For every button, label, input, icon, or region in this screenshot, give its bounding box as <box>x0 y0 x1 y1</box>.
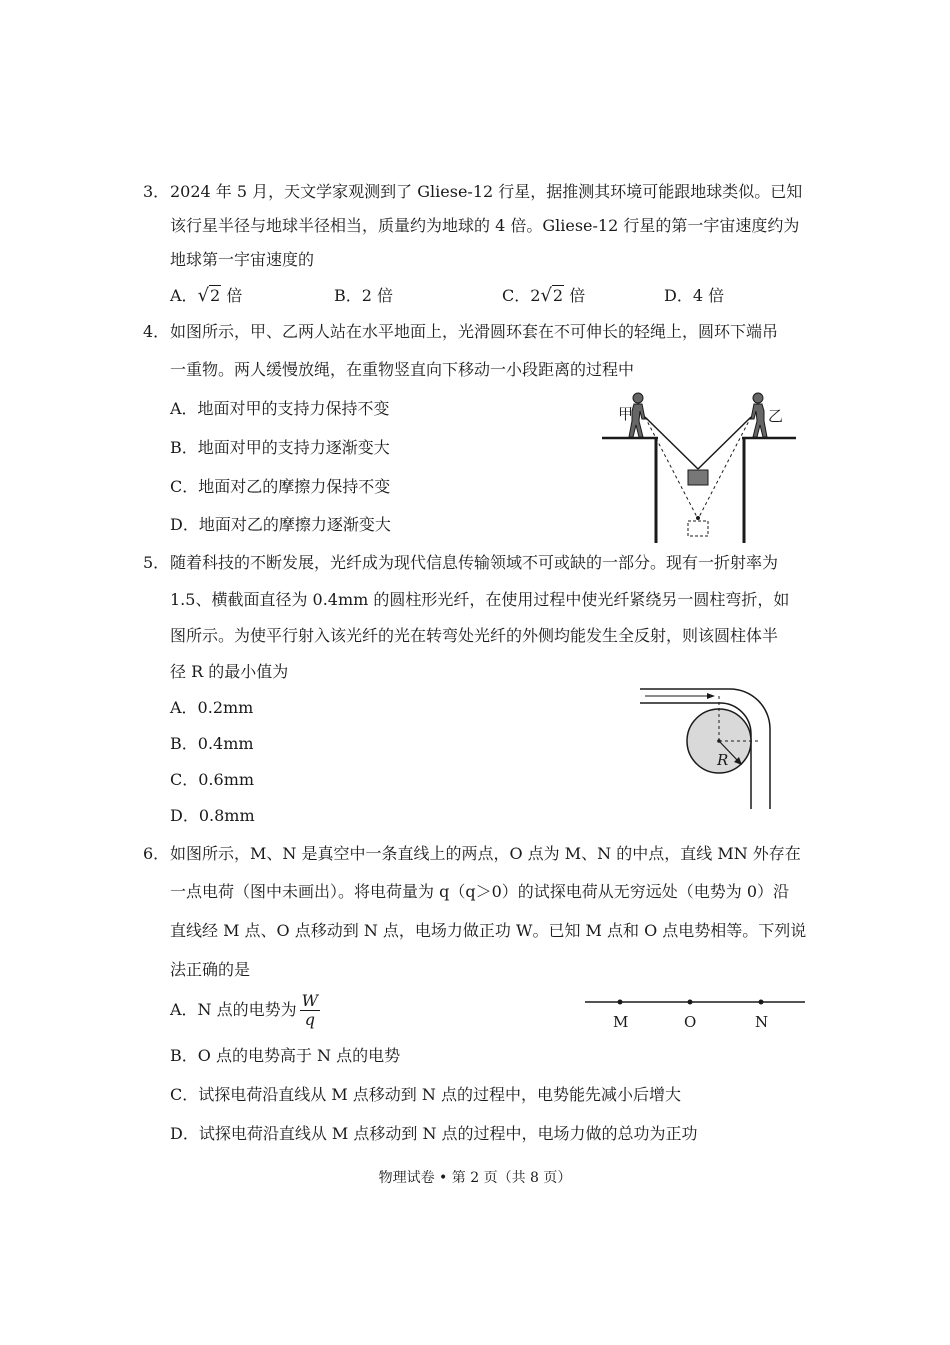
q3-option-c: C．2√2 倍 <box>502 285 586 306</box>
q5-stem-line2: 1.5、横截面直径为 0.4mm 的圆柱形光纤，在使用过程中使光纤紧绕另一圆柱弯折，如 <box>170 590 790 609</box>
q4-option-c: C．地面对乙的摩擦力保持不变 <box>170 477 391 496</box>
q5-figure <box>635 685 785 815</box>
q6-option-b: B．O 点的电势高于 N 点的电势 <box>170 1046 401 1065</box>
q3-stem-line3: 地球第一宇宙速度的 <box>170 250 315 269</box>
q4-number: 4． <box>143 322 170 341</box>
q5-option-c: C．0.6mm <box>170 770 255 789</box>
q5-number: 5． <box>143 553 170 572</box>
label-o: O <box>684 1013 697 1031</box>
weight-block <box>688 470 708 485</box>
q3-option-d: D．4 倍 <box>664 286 725 305</box>
q3-option-a: A．√2 倍 <box>170 285 243 306</box>
label-R: R <box>717 751 729 769</box>
q4-option-b: B．地面对甲的支持力逐渐变大 <box>170 438 390 457</box>
q6-stem-line1: 如图所示，M、N 是真空中一条直线上的两点，O 点为 M、N 的中点，直线 MN 外存在 <box>170 844 801 863</box>
fraction-w-over-q: $\frac{W}{q}$ <box>301 991 319 1029</box>
q5-option-a: A．0.2mm <box>170 698 254 717</box>
q6-option-d: D．试探电荷沿直线从 M 点移动到 N 点的过程中，电场力做的总功为正功 <box>170 1124 698 1143</box>
q5-option-b: B．0.4mm <box>170 734 254 753</box>
q3-stem-line2: 该行星半径与地球半径相当，质量约为地球的 4 倍。Gliese-12 行星的第一宇宙速度约为 <box>170 216 800 235</box>
q4-stem-line1: 如图所示，甲、乙两人站在水平地面上，光滑圆环套在不可伸长的轻绳上，圆环下端吊 <box>170 322 779 341</box>
q6-figure <box>585 994 807 1014</box>
q3-number: 3． <box>143 182 170 201</box>
cylinder-center <box>717 739 721 743</box>
q6-number: 6． <box>143 844 170 863</box>
weight-block-dashed <box>688 521 708 536</box>
q5-option-d: D．0.8mm <box>170 806 255 825</box>
q5-stem-line4: 径 R 的最小值为 <box>170 662 289 681</box>
label-m: M <box>613 1013 629 1031</box>
q6-stem-line4: 法正确的是 <box>170 960 251 979</box>
label-yi: 乙 <box>768 407 784 425</box>
q4-stem-line2: 一重物。两人缓慢放绳，在重物竖直向下移动一小段距离的过程中 <box>170 360 635 379</box>
q4-option-d: D．地面对乙的摩擦力逐渐变大 <box>170 515 391 534</box>
point-o <box>688 1000 693 1005</box>
rope-left <box>645 417 698 469</box>
q3-stem-line1: 2024 年 5 月，天文学家观测到了 Gliese-12 行星，据推测其环境可能跟地球类似。已知 <box>170 182 803 201</box>
ring-lower <box>696 516 700 520</box>
rope-left-dashed <box>645 417 698 519</box>
q6-option-a: A．N 点的电势为 $\frac{W}{q}$ <box>170 991 319 1029</box>
page-footer: 物理试卷 • 第 2 页（共 8 页） <box>378 1170 572 1186</box>
sqrt-symbol: √2 <box>540 285 564 306</box>
sqrt-symbol: √2 <box>197 285 221 306</box>
q6-option-c: C．试探电荷沿直线从 M 点移动到 N 点的过程中，电势能先减小后增大 <box>170 1085 681 1104</box>
label-jia: 甲 <box>618 405 634 423</box>
q4-option-a: A．地面对甲的支持力保持不变 <box>170 399 390 418</box>
label-n: N <box>755 1013 769 1031</box>
light-arrow-icon <box>707 693 715 699</box>
q6-stem-line2: 一点电荷（图中未画出）。将电荷量为 q（q＞0）的试探电荷从无穷远处（电势为 0）沿 <box>170 882 790 901</box>
q6-stem-line3: 直线经 M 点、O 点移动到 N 点，电场力做正功 W。已知 M 点和 O 点电势相等。下列说 <box>170 921 807 940</box>
point-m <box>618 1000 623 1005</box>
point-n <box>759 1000 764 1005</box>
q5-stem-line1: 随着科技的不断发展，光纤成为现代信息传输领域不可或缺的一部分。现有一折射率为 <box>170 553 779 572</box>
person-yi-icon <box>751 393 767 437</box>
q5-stem-line3: 图所示。为使平行射入该光纤的光在转弯处光纤的外侧均能发生全反射，则该圆柱体半 <box>170 626 779 645</box>
q3-option-b: B．2 倍 <box>334 286 394 305</box>
